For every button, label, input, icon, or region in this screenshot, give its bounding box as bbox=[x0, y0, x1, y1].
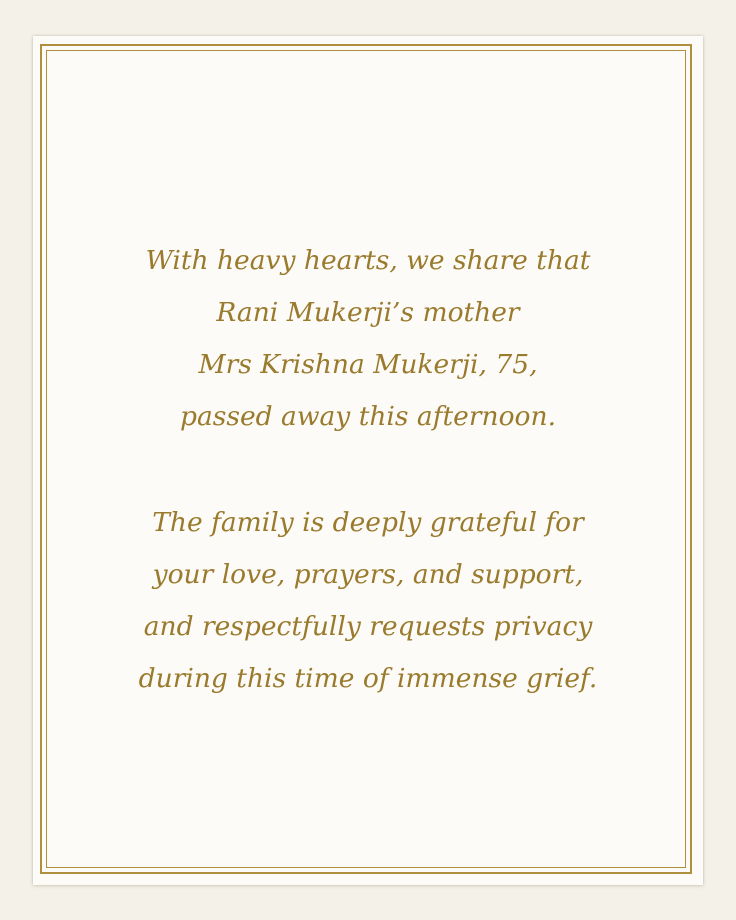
text-line: during this time of immense grief. bbox=[138, 663, 598, 694]
text-line: your love, prayers, and support, bbox=[152, 559, 584, 590]
text-line: and respectfully requests privacy bbox=[143, 611, 593, 642]
text-line: Rani Mukerji’s mother bbox=[216, 297, 520, 328]
text-line: The family is deeply grateful for bbox=[152, 507, 584, 538]
paragraph-spacer bbox=[33, 443, 703, 497]
text-line: Mrs Krishna Mukerji, 75, bbox=[198, 349, 538, 380]
paragraph-gratitude bbox=[33, 497, 703, 705]
text-line: With heavy hearts, we share that bbox=[145, 245, 591, 276]
text-line: passed away this afternoon. bbox=[180, 401, 556, 432]
announcement-card bbox=[33, 36, 703, 885]
announcement-message bbox=[33, 235, 703, 705]
paragraph-condolence bbox=[33, 235, 703, 443]
